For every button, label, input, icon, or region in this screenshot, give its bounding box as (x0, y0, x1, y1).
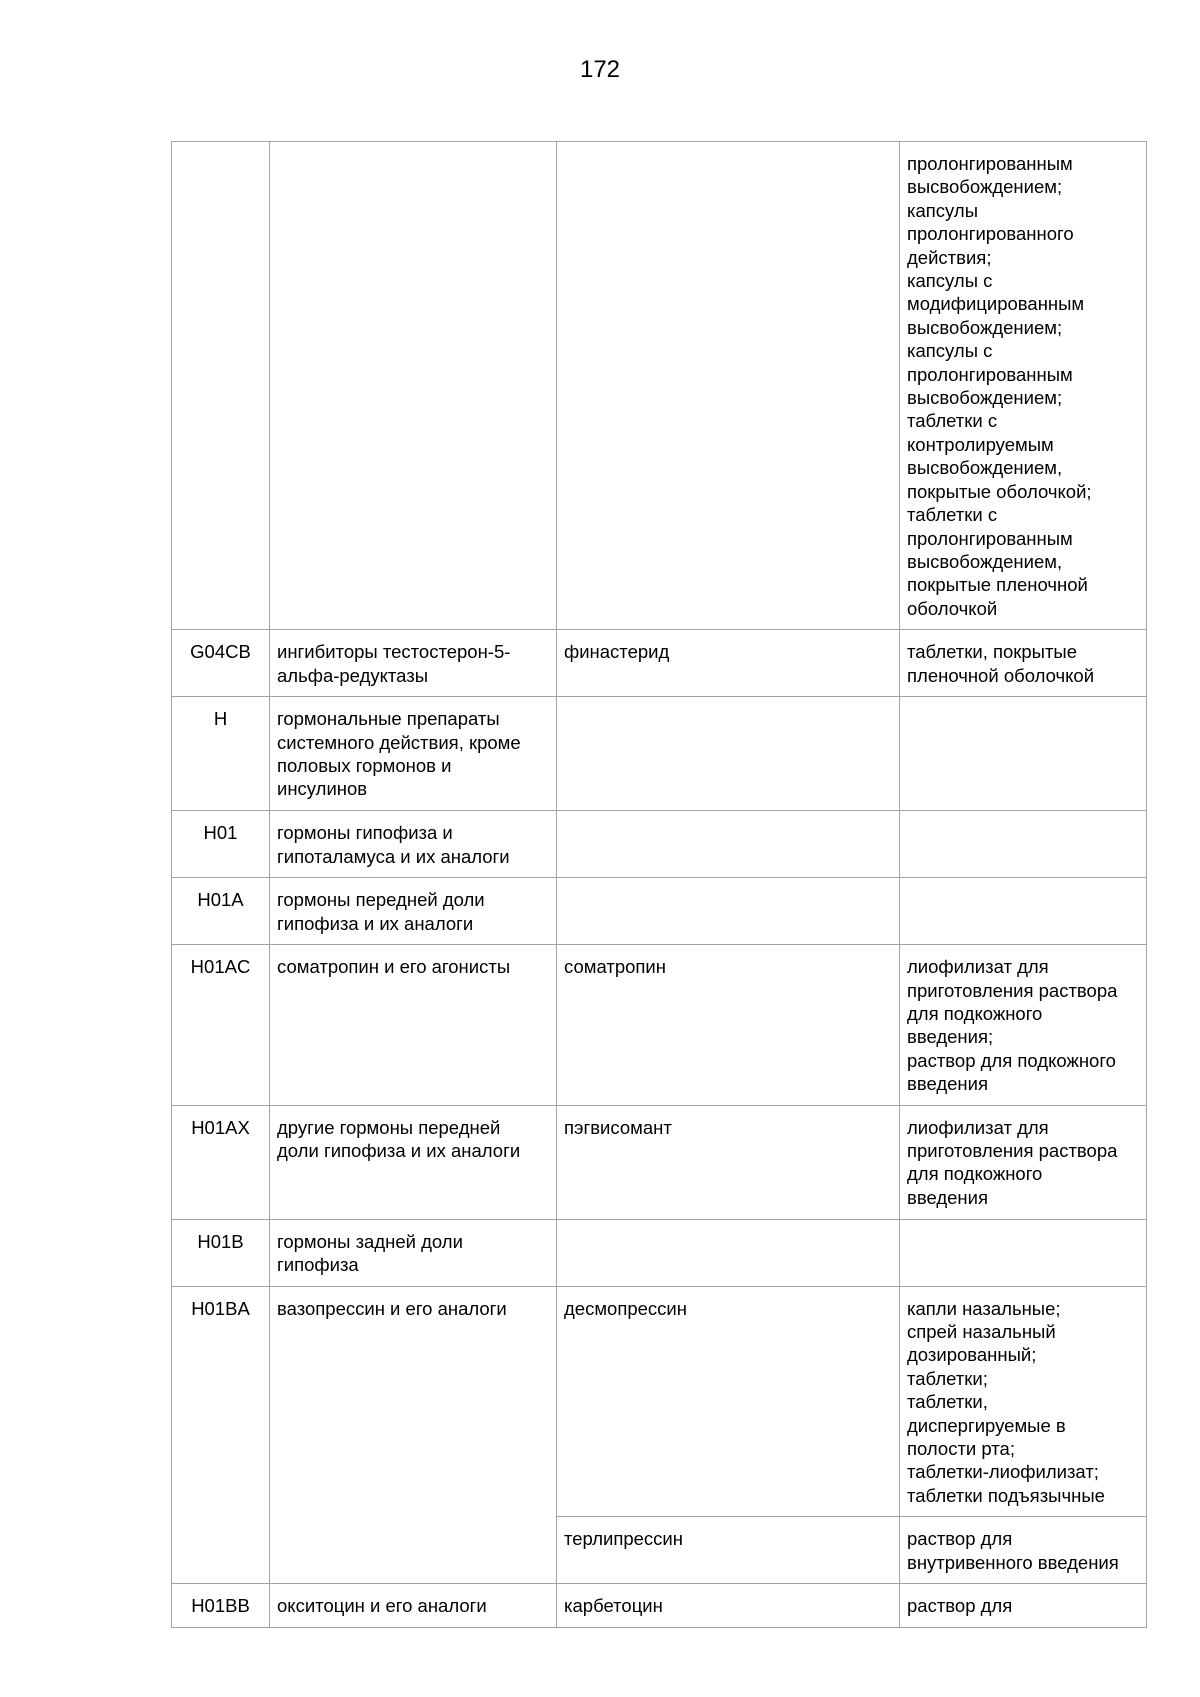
atc-code-cell: H01AC (172, 945, 270, 1105)
group-name-cell: ингибиторы тестостерон-5- альфа-редуктазы (270, 630, 557, 697)
group-name-cell: окситоцин и его аналоги (270, 1584, 557, 1628)
group-name-cell: гормоны задней доли гипофиза (270, 1219, 557, 1286)
drug-name-cell: пэгвисомант (557, 1105, 900, 1219)
drug-name-cell: финастерид (557, 630, 900, 697)
atc-code-cell (172, 142, 270, 630)
table-row (172, 1105, 1147, 1219)
table-row (172, 878, 1147, 945)
drug-name-cell: терлипрессин (557, 1517, 900, 1584)
drug-table (171, 141, 1147, 1628)
table-row (172, 1584, 1147, 1628)
dosage-forms-cell: таблетки, покрытые пленочной оболочкой (900, 630, 1147, 697)
dosage-forms-cell (900, 811, 1147, 878)
atc-code-cell: H01AX (172, 1105, 270, 1219)
drug-name-cell: соматропин (557, 945, 900, 1105)
group-name-cell: гормоны гипофиза и гипоталамуса и их аналоги (270, 811, 557, 878)
dosage-forms-cell: капли назальные; спрей назальный дозированный; таблетки; таблетки, диспергируемые в полости рта; таблетки-лиофилизат; таблетки подъязычные (900, 1286, 1147, 1517)
dosage-forms-cell: лиофилизат для приготовления раствора для подкожного введения; раствор для подкожного введения (900, 945, 1147, 1105)
atc-code-cell: H (172, 697, 270, 811)
drug-name-cell (557, 878, 900, 945)
table-row (172, 811, 1147, 878)
table-row (172, 697, 1147, 811)
group-name-cell (270, 142, 557, 630)
group-name-cell: вазопрессин и его аналоги (270, 1286, 557, 1584)
group-name-cell: соматропин и его агонисты (270, 945, 557, 1105)
dosage-forms-cell: пролонгированным высвобождением; капсулы пролонгированного действия; капсулы с модифицированным высвобождением; капсулы с пролонгированным высвобождением; таблетки с контролируемым высвобождением, покрытые оболочкой; таблетки с пролонгированным высвобождением, покрытые пленочной оболочкой (900, 142, 1147, 630)
dosage-forms-cell: лиофилизат для приготовления раствора для подкожного введения (900, 1105, 1147, 1219)
table-row (172, 142, 1147, 630)
dosage-forms-cell (900, 697, 1147, 811)
drug-name-cell (557, 697, 900, 811)
table-row (172, 1286, 1147, 1517)
dosage-forms-cell (900, 878, 1147, 945)
drug-name-cell (557, 811, 900, 878)
group-name-cell: гормональные препараты системного действия, кроме половых гормонов и инсулинов (270, 697, 557, 811)
table-row (172, 1219, 1147, 1286)
group-name-cell: гормоны передней доли гипофиза и их аналоги (270, 878, 557, 945)
atc-code-cell: H01BB (172, 1584, 270, 1628)
drug-name-cell (557, 142, 900, 630)
drug-name-cell: десмопрессин (557, 1286, 900, 1517)
table-row (172, 630, 1147, 697)
atc-code-cell: G04CB (172, 630, 270, 697)
dosage-forms-cell: раствор для (900, 1584, 1147, 1628)
drug-name-cell: карбетоцин (557, 1584, 900, 1628)
page-number: 172 (579, 56, 621, 83)
dosage-forms-cell (900, 1219, 1147, 1286)
atc-code-cell: H01BA (172, 1286, 270, 1584)
drug-name-cell (557, 1219, 900, 1286)
group-name-cell: другие гормоны передней доли гипофиза и их аналоги (270, 1105, 557, 1219)
atc-code-cell: H01 (172, 811, 270, 878)
table-row (172, 945, 1147, 1105)
dosage-forms-cell: раствор для внутривенного введения (900, 1517, 1147, 1584)
atc-code-cell: H01A (172, 878, 270, 945)
atc-code-cell: H01B (172, 1219, 270, 1286)
